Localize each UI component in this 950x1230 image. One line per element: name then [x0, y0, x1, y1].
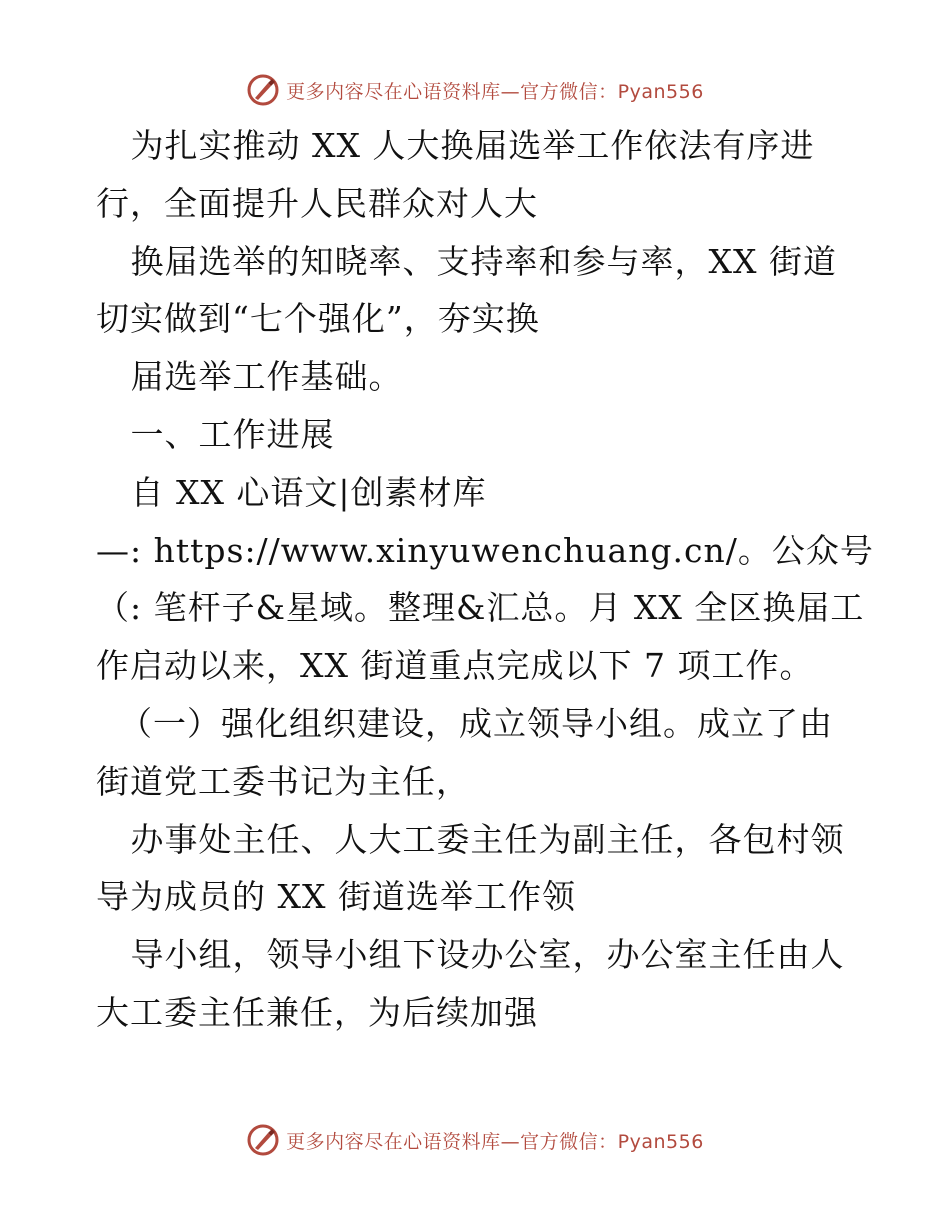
text-line: 行，全面提升人民群众对人大 [96, 183, 538, 223]
subsection-heading: （一）强化组织建设，成立领导小组。成立了由 [96, 703, 833, 743]
text-line-url: —: https://www.xinyuwenchuang.cn/。公众号 [96, 530, 874, 570]
text-line: 办事处主任、人大工委主任为副主任，各包村领 [96, 819, 845, 859]
text-line: 届选举工作基础。 [96, 357, 403, 397]
text-line: 自 XX 心语文|创素材库 [96, 472, 487, 512]
text-line: 导为成员的 XX 街道选举工作领 [96, 877, 576, 917]
text-line: 换届选举的知晓率、支持率和参与率，XX 街道 [96, 241, 837, 281]
text-line: 导小组，领导小组下设办公室，办公室主任由人 [96, 935, 845, 975]
header-watermark-text: 更多内容尽在心语资料库—官方微信：Pyan556 [286, 80, 704, 103]
footer-watermark-text: 更多内容尽在心语资料库—官方微信：Pyan556 [286, 1130, 704, 1153]
text-line: 街道党工委书记为主任， [96, 761, 470, 801]
pen-logo-icon [246, 73, 280, 107]
text-line: 大工委主任兼任，为后续加强 [96, 992, 538, 1032]
pen-logo-icon [246, 1123, 280, 1157]
document-body [96, 117, 874, 1042]
header-watermark [0, 70, 950, 110]
text-line: 切实做到“七个强化”，夯实换 [96, 299, 540, 339]
footer-watermark [0, 1120, 950, 1160]
text-line: 作启动以来，XX 街道重点完成以下 7 项工作。 [96, 646, 814, 686]
text-line: （: 笔杆子&星域。整理&汇总。月 XX 全区换届工 [96, 588, 865, 628]
section-heading: 一、工作进展 [96, 414, 335, 454]
text-line: 为扎实推动 XX 人大换届选举工作依法有序进 [96, 126, 815, 165]
